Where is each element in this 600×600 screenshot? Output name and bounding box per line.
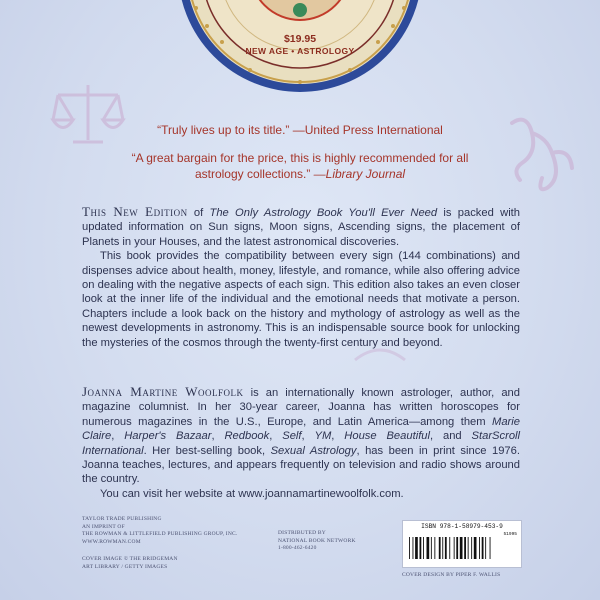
author-name: Joanna Martine Woolfolk <box>82 384 244 399</box>
distributor-line: NATIONAL BOOK NETWORK <box>278 537 356 544</box>
distributor-phone: 1-800-462-6420 <box>278 545 317 552</box>
description-p1-rest: is packed with updated information on Sun signs, Moon signs, Ascending signs, the placement of Planets in your Houses, and the latest astronomical discoveries. <box>82 207 521 248</box>
author-bio-paragraph <box>82 385 520 487</box>
bio-separator: , <box>331 430 345 443</box>
barcode-bar <box>420 537 422 559</box>
publisher-info <box>82 516 237 546</box>
magazine-title: Marie Claire <box>82 415 520 443</box>
author-bio <box>82 385 520 501</box>
description-lead: This New Edition <box>82 204 188 219</box>
barcode-bar <box>490 537 491 559</box>
description-paragraph-2: This book provides the compatibility between every sign (144 combinations) and dispenses advice about health, money, lifestyle, and romance, while also offering advice on dealing with the negative aspects of each sign. This edition also takes an even closer look at the inner life of the individual and the emotional needs that motivate a person. Chapters include a look back on the history and mythology of astrology as well as the newest developments in astronomy. This is an indispensable source book for unlocking the mysteries of the cosmos through the twenty-first century and beyond. <box>82 250 520 349</box>
isbn-number: ISBN 978-1-58979-453-9 <box>421 523 503 530</box>
book-description <box>82 205 520 350</box>
barcode-bar <box>413 537 414 559</box>
distributor-info <box>278 530 356 553</box>
barcode-bar <box>427 537 430 559</box>
book-title: The Only Astrology Book You'll Ever Need <box>209 207 438 219</box>
barcode-bar <box>439 537 441 559</box>
bio-text-3: , has been in print since 1976. Joanna teaches, lectures, and appears frequently on television and radio shows around the country. <box>82 444 520 486</box>
publisher-website: WWW.ROWMAN.COM <box>82 538 141 545</box>
review-quote-2-text: “A great bargain for the price, this is highly recommended for all astrology collections.” <box>131 151 469 181</box>
publisher-line: TAYLOR TRADE PUBLISHING <box>82 516 162 522</box>
magazine-title: Redbook <box>224 430 270 443</box>
review-quote-2 <box>110 150 490 182</box>
barcode-bar <box>449 537 450 559</box>
description-lead-rest: of <box>187 207 210 219</box>
barcode-bar <box>471 537 472 559</box>
review-quote-1 <box>0 123 600 137</box>
barcode-bar <box>460 537 463 559</box>
barcode-bar <box>442 537 443 559</box>
barcode-bar <box>415 537 418 559</box>
category-label: NEW AGE • ASTROLOGY <box>245 46 355 56</box>
barcode-bar <box>482 537 484 559</box>
barcode-bar <box>456 537 458 559</box>
bio-text-1: is an internationally known astrologer, author, and magazine columnist. In her 30-year career, Joanna has written horoscopes for numerous magazines in the U.S., Europe, and Latin America—among them <box>82 387 520 428</box>
credit-line: COVER IMAGE © THE BRIDGEMAN <box>82 556 178 562</box>
bio-separator: , <box>211 430 225 443</box>
libra-scales-icon <box>48 80 128 150</box>
bio-separator: , <box>301 430 315 443</box>
bio-text-2: . Her best-selling book, <box>143 444 271 457</box>
author-website-line: You can visit her website at www.joannamartinewoolfolk.com. <box>100 487 404 500</box>
bio-separator: , <box>111 430 125 443</box>
capricorn-goat-icon <box>492 108 582 198</box>
barcode-bar <box>479 537 480 559</box>
barcode-bar <box>474 537 477 559</box>
barcode-bar <box>485 537 486 559</box>
barcode-bar <box>409 537 410 559</box>
magazine-title: House Beautiful <box>344 430 431 443</box>
distributor-line: DISTRIBUTED BY <box>278 530 326 536</box>
bio-separator: , and <box>430 430 472 443</box>
barcode-bar <box>423 537 424 559</box>
magazine-title: Self <box>282 430 302 443</box>
bio-separator: , <box>269 430 283 443</box>
price-label: $19.95 <box>283 33 317 45</box>
review-quote-1-text: “Truly lives up to its title.” <box>157 123 290 137</box>
review-quote-1-source: —United Press International <box>289 123 443 137</box>
barcode-bar <box>445 537 447 559</box>
barcode-bar <box>464 537 466 559</box>
barcode-price-code: 51995 <box>503 532 517 537</box>
isbn-barcode <box>402 520 522 568</box>
description-paragraph-1 <box>82 205 520 249</box>
barcode-bar <box>431 537 432 559</box>
publisher-line: AN IMPRINT OF <box>82 523 125 530</box>
cover-image-credit <box>82 556 178 571</box>
publisher-line: THE ROWMAN & LITTLEFIELD PUBLISHING GROUP, INC. <box>82 531 238 538</box>
credit-line: ART LIBRARY / GETTY IMAGES <box>82 563 168 570</box>
author-book-title: Sexual Astrology <box>270 444 357 457</box>
barcode-bar <box>454 537 455 559</box>
magazine-title: StarScroll International <box>82 430 521 457</box>
review-quote-2-source: —Library Journal <box>310 167 406 181</box>
cover-design-credit: COVER DESIGN BY PIPER F. WALLIS <box>402 572 501 578</box>
magazine-title: Harper's Bazaar <box>124 430 212 443</box>
barcode-bar <box>434 537 435 559</box>
barcode-bar <box>468 537 469 559</box>
magazine-title: YM <box>314 430 332 443</box>
barcode-bars <box>407 537 517 563</box>
